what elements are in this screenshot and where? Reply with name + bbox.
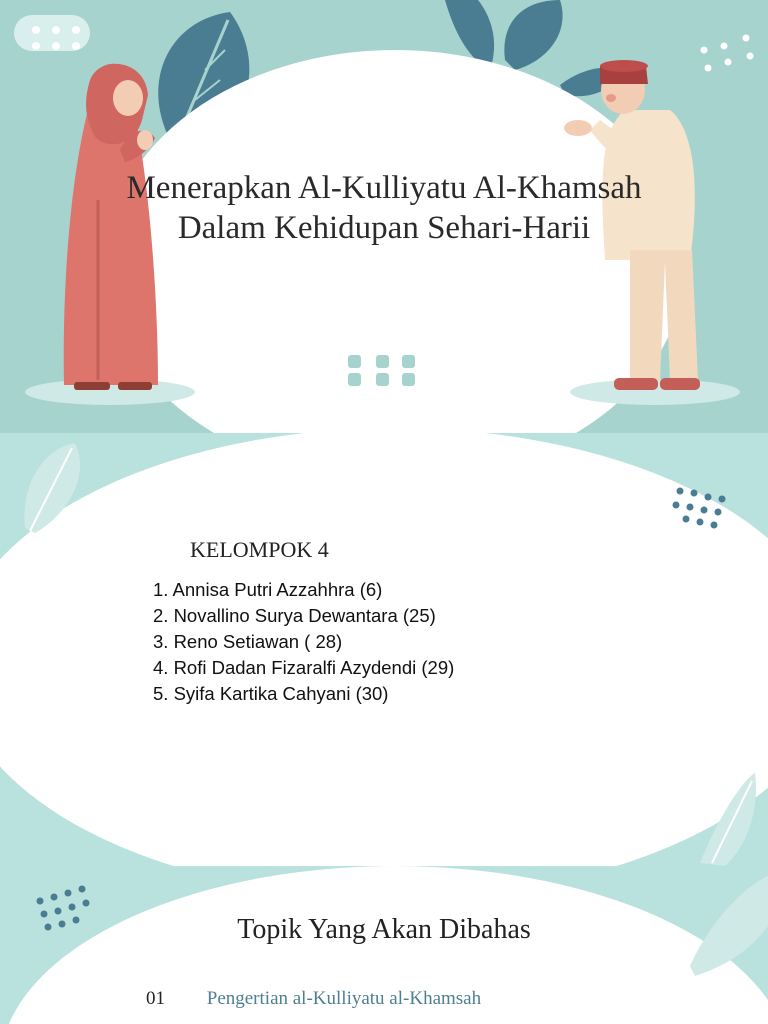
list-item: 2. Novallino Surya Dewantara (25)	[153, 605, 436, 626]
topic-item	[146, 988, 481, 1010]
topics-slide	[0, 866, 768, 1024]
list-item: 3. Reno Setiawan ( 28)	[153, 631, 343, 652]
dots-decoration	[14, 15, 90, 51]
group-heading: KELOMPOK 4	[190, 537, 329, 562]
dots-decoration	[701, 35, 754, 72]
topic-text: Pengertian al-Kulliyatu al-Khamsah	[206, 988, 482, 1009]
list-item: 1. Annisa Putri Azzahhra (6)	[153, 579, 383, 600]
list-item: 5. Syifa Kartika Cahyani (30)	[153, 683, 389, 704]
title-slide	[0, 0, 768, 433]
list-item: 4. Rofi Dadan Fizaralfi Azydendi (29)	[153, 657, 455, 678]
topics-title: Topik Yang Akan Dibahas	[237, 914, 531, 945]
presentation-title: Menerapkan Al-Kulliyatu Al-Khamsah Dalam Kehidupan Sehari-Harii	[126, 170, 642, 246]
group-slide	[0, 433, 768, 866]
topic-number: 01	[146, 988, 165, 1009]
member-list	[153, 577, 454, 707]
